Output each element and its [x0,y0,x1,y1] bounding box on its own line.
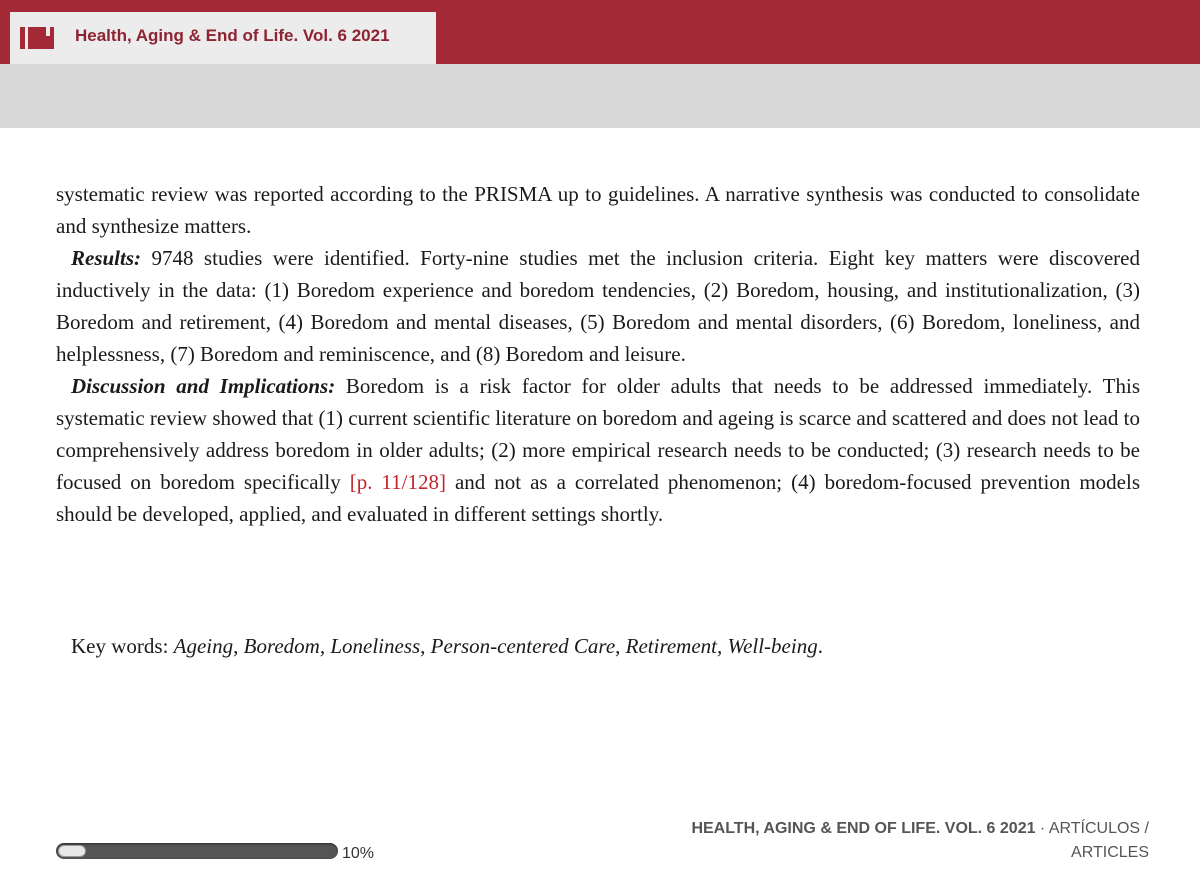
book-title: Health, Aging & End of Life. Vol. 6 2021 [75,26,390,45]
discussion-text: Boredom is a risk factor for older adults that needs to be addressed immediately. This systematic review showed that (1) current scientific literature on boredom and ageing is scarce and scattered and does not lead to comprehensively address boredom in older adults; (2) more empirical research needs to be conducted; (3) research needs to be focused on boredom specifically [56,374,1140,494]
reading-progress-bar[interactable] [56,843,338,859]
results-label: Results: [71,246,142,270]
top-bar [0,0,1200,64]
paragraph-results [56,242,1140,370]
results-text: 9748 studies were identified. Forty-nine studies met the inclusion criteria. Eight key matters were discovered inductively in the data: (1) Boredom experience and boredom tendencies, (2) Boredom, housing, and institutionalization, (3) Boredom and retirement, (4) Boredom and mental diseases, (5) Boredom and mental disorders, (6) Boredom, loneliness, and helplessness, (7) Boredom and reminiscence, and (8) Boredom and leisure. [56,246,1140,366]
keywords-line [71,630,823,662]
toolbar-strip [0,64,1200,128]
page-reference-link[interactable]: [p. 11/128] [349,470,446,494]
keywords-label: Key words: [71,634,174,658]
methods-text: systematic review was reported according to the PRISMA up to guidelines. A narrative synthesis was conducted to consolidate and synthesize matters. [56,182,1140,238]
keywords-end: . [817,634,823,658]
keywords-list: Ageing, Boredom, Loneliness, Person-centered Care, Retirement, Well-being [173,634,818,658]
discussion-label: Discussion and Implications: [71,374,336,398]
progress-bar-fill [58,845,86,857]
book-icon [20,27,56,49]
paragraph-methods [56,178,1140,242]
page-content [56,178,1140,530]
discussion-text-end: and not as a correlated phenomenon; (4) boredom-focused prevention models should be developed, applied, and evaluated in different settings shortly. [56,470,1140,526]
footer-book-name: HEALTH, AGING & END OF LIFE. VOL. 6 2021 [691,820,1036,837]
paragraph-discussion [56,370,1140,530]
book-title-tab[interactable] [10,12,436,64]
progress-percent: 10% [342,845,375,862]
running-footer [629,817,1149,865]
footer-section: · ARTÍCULOS / ARTICLES [1035,820,1149,861]
